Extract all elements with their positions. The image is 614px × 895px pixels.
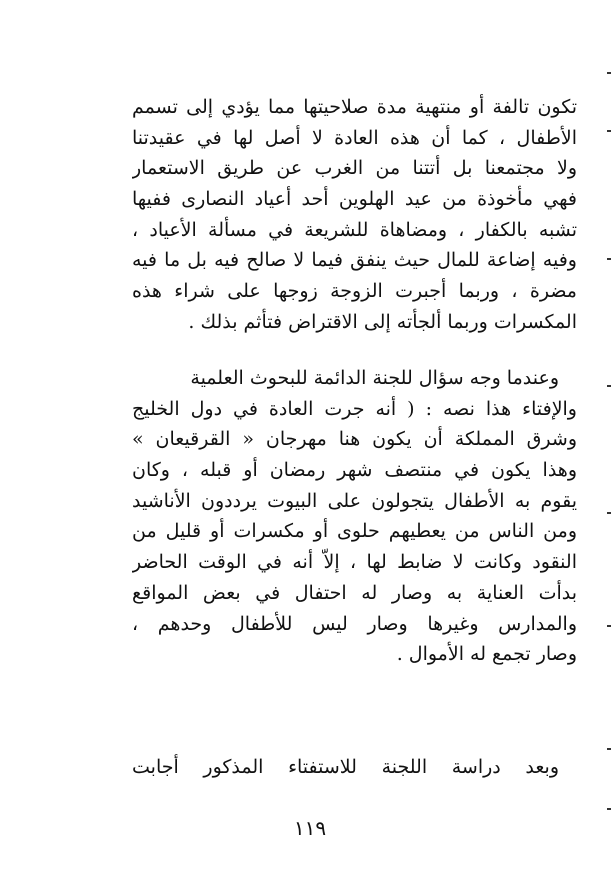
paragraph-3 <box>132 752 577 783</box>
text-line: بدأت العناية به وصار له احتفال في بعض المواقع <box>132 581 577 604</box>
edge-mark <box>607 748 611 750</box>
text-line: يقوم به الأطفال يتجولون على البيوت يرددون الأناشيد <box>132 489 577 512</box>
text-line: الأطفال ، كما أن هذه العادة لا أصل لها في عقيدتنا <box>132 126 577 149</box>
edge-mark <box>607 130 611 132</box>
edge-mark <box>607 72 611 74</box>
paragraph-2 <box>132 363 577 670</box>
text-line: ومن الناس من يعطيهم حلوى أو مكسرات أو قليل من <box>132 520 577 543</box>
text-line: مضرة ، وربما أجبرت الزوجة زوجها على شراء هذه <box>132 280 577 303</box>
edge-mark <box>607 258 611 260</box>
text-line: وفيه إضاعة للمال حيث ينفق فيما لا صالح فيه بل ما فيه <box>132 249 577 272</box>
text-line: والمدارس وغيرها وصار ليس للأطفال وحدهم ، <box>132 612 577 635</box>
text-line: والإفتاء هذا نصه : ( أنه جرت العادة في دول الخليج <box>132 397 577 420</box>
paragraph-1 <box>132 92 577 338</box>
edge-mark <box>607 512 611 514</box>
text-line: ولا مجتمعنا بل أتتنا من الغرب عن طريق الاستعمار <box>132 157 577 180</box>
text-line: وعندما وجه سؤال للجنة الدائمة للبحوث العلمية <box>190 367 559 389</box>
text-line: وصار تجمع له الأموال . <box>396 643 577 666</box>
text-line: وشرق المملكة أن يكون هنا مهرجان « القرقيعان » <box>132 428 577 451</box>
text-line: وبعد دراسة اللجنة للاستفتاء المذكور أجابت <box>132 756 559 778</box>
text-line: النقود وكانت لا ضابط لها ، إلاّ أنه في الوقت الحاضر <box>132 551 577 574</box>
text-line: تكون تالفة أو منتهية مدة صلاحيتها مما يؤدي إلى تسمم <box>132 96 577 118</box>
edge-mark <box>607 625 611 627</box>
text-line: تشبه بالكفار ، ومضاهاة للشريعة في مسألة الأعياد ، <box>132 218 577 241</box>
text-line: وهذا يكون في منتصف شهر رمضان أو قبله ، وكان <box>132 459 577 482</box>
edge-mark <box>607 385 611 387</box>
edge-mark <box>607 808 611 810</box>
text-line: فهي مأخوذة من عيد الهلوين أحد أعياد النصارى ففيها <box>132 188 577 211</box>
page-number: ١١٩ <box>293 816 327 840</box>
text-line: المكسرات وربما ألجأته إلى الاقتراض فتأثم بذلك . <box>188 310 577 333</box>
